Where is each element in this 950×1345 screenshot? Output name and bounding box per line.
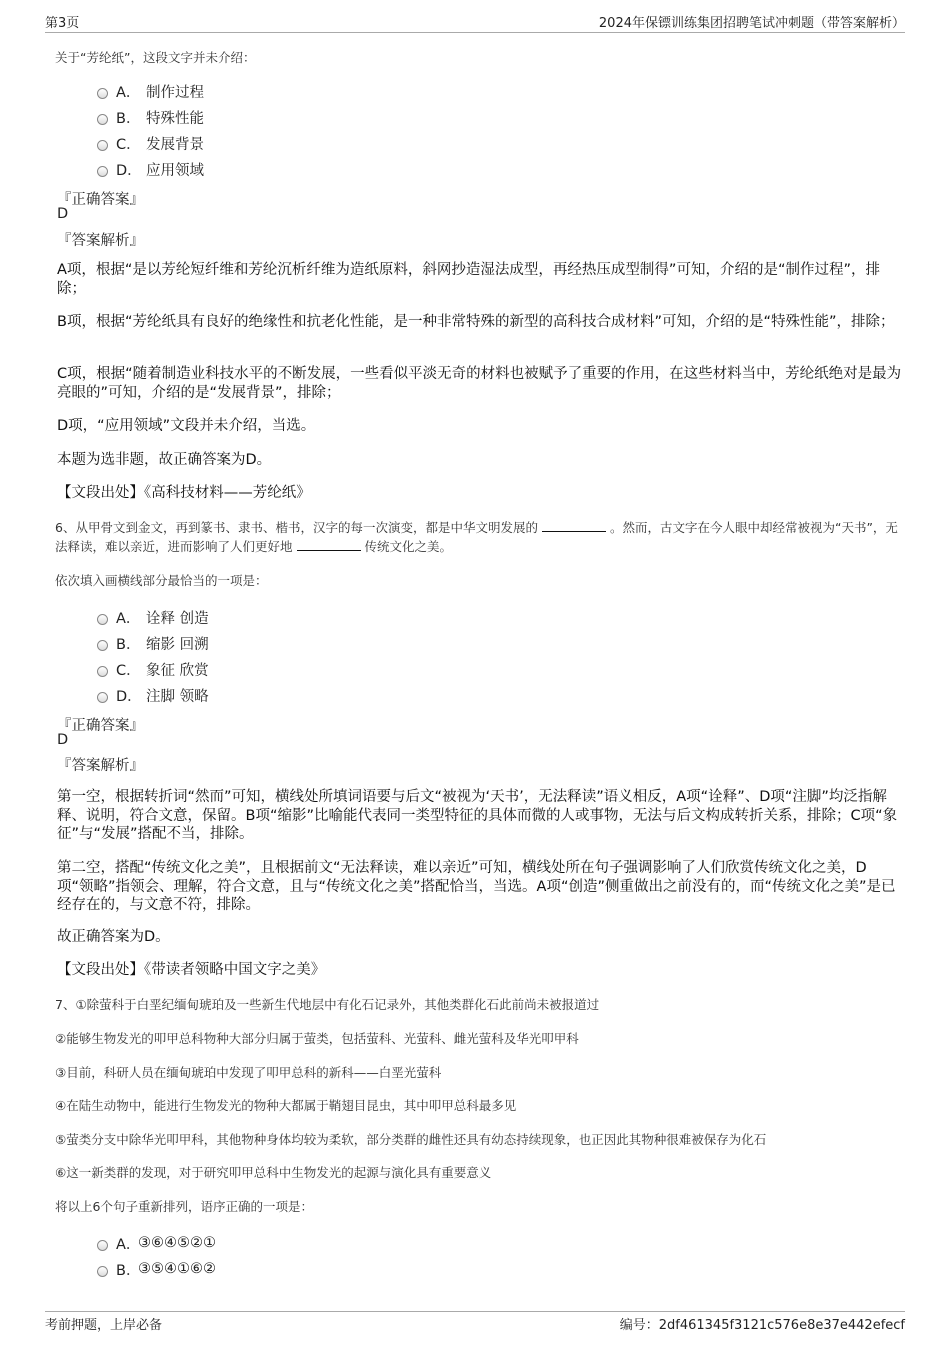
source-citation: 【文段出处】《带读者领略中国文字之美》 [57, 962, 326, 978]
analysis-paragraph: B项，根据“芳纶纸具有良好的绝缘性和抗老化性能，是一种非常特殊的新型的高科技合成材料”可知，介绍的是“特殊性能”，排除； [57, 314, 895, 330]
option-text: ③⑤④①⑥② [138, 1261, 216, 1277]
analysis-paragraph: D项，“应用领域”文段并未介绍，当选。 [57, 418, 316, 434]
option-text: 注脚 领略 [146, 688, 209, 705]
radio-icon[interactable] [97, 1240, 108, 1251]
option-b[interactable] [97, 633, 209, 653]
option-d[interactable] [97, 159, 204, 179]
question-stem [55, 518, 905, 556]
option-letter: B． [116, 1262, 141, 1279]
analysis-label: 『答案解析』 [57, 233, 144, 249]
radio-icon[interactable] [97, 114, 108, 125]
analysis-paragraph: A项，根据“是以芳纶短纤维和芳纶沉析纤维为造纸原料，斜网抄造湿法成型，再经热压成型制得”可知，介绍的是“制作过程”，排除； [57, 262, 880, 297]
sentence: ⑥这一新类群的发现，对于研究叩甲总科中生物发光的起源与演化具有重要意义 [55, 1165, 492, 1180]
radio-icon[interactable] [97, 692, 108, 703]
stem-text: 6、从甲骨文到金文，再到篆书、隶书、楷书，汉字的每一次演变，都是中华文明发展的 [55, 520, 538, 535]
option-a[interactable] [97, 81, 204, 101]
answer-label: 『正确答案』 [57, 718, 144, 734]
radio-icon[interactable] [97, 1266, 108, 1277]
option-text: 应用领域 [146, 162, 204, 179]
analysis-paragraph: 本题为选非题，故正确答案为D。 [57, 452, 272, 468]
analysis-paragraph: 第一空，根据转折词“然而”可知，横线处所填词语要与后文“被视为‘天书’，无法释读”语义相反，A项“诠释”、D项“注脚”均泛指解释、说明，符合文意，保留。B项“缩影”比喻能代表同一类型特征的具体而微的人或事物，无法与后文构成转折关系，排除；C项“象征”与“发展”搭配不当，排除。 [57, 789, 898, 842]
document-id: 编号：2df461345f3121c576e8e37e442efecf [619, 1318, 905, 1333]
option-text: ③⑥④⑤②① [138, 1235, 216, 1251]
sentence: ⑤萤类分支中除华光叩甲科，其他物种身体均较为柔软，部分类群的雌性还具有幼态持续现象，也正因此其物种很难被保存为化石 [55, 1132, 767, 1147]
radio-icon[interactable] [97, 666, 108, 677]
option-letter: C． [116, 136, 141, 153]
source-citation: 【文段出处】《高科技材料——芳纶纸》 [57, 485, 311, 501]
sentence: ④在陆生动物中，能进行生物发光的物种大都属于鞘翅目昆虫，其中叩甲总科最多见 [55, 1098, 517, 1113]
answer-label: 『正确答案』 [57, 192, 144, 208]
question-prompt: 依次填入画横线部分最恰当的一项是： [55, 573, 268, 588]
option-letter: A． [116, 1236, 141, 1253]
answer-value: D [57, 206, 69, 222]
option-letter: B． [116, 110, 141, 127]
option-c[interactable] [97, 133, 204, 153]
option-letter: D． [116, 688, 142, 705]
option-c[interactable] [97, 659, 209, 679]
option-letter: A． [116, 84, 141, 101]
option-a[interactable] [97, 607, 209, 627]
option-letter: A． [116, 610, 141, 627]
option-b[interactable] [97, 1259, 216, 1279]
footer-divider [45, 1311, 905, 1312]
analysis-label: 『答案解析』 [57, 758, 144, 774]
question-stem: 关于“芳纶纸”，这段文字并未介绍： [55, 50, 256, 65]
header-divider [45, 32, 905, 33]
option-text: 发展背景 [146, 136, 204, 153]
radio-icon[interactable] [97, 614, 108, 625]
analysis-paragraph: 第二空，搭配“传统文化之美”，且根据前文“无法释读，难以亲近”可知，横线处所在句子强调影响了人们欣赏传统文化之美，D项“领略”指领会、理解，符合文意，且与“传统文化之美”搭配恰当，当选。A项“创造”侧重做出之前没有的，而“传统文化之美”是已经存在的，与文意不符，排除。 [57, 860, 896, 913]
stem-text: 。然而，古文字在今人眼中却经常被视为“天书”，无法释读，难以亲近，进而影响了人们更好地 [55, 520, 898, 554]
fill-blank [542, 519, 606, 532]
option-letter: B． [116, 636, 141, 653]
option-letter: C． [116, 662, 141, 679]
option-text: 象征 欣赏 [146, 662, 209, 679]
option-b[interactable] [97, 107, 204, 127]
option-text: 制作过程 [146, 84, 204, 101]
radio-icon[interactable] [97, 166, 108, 177]
option-letter: D． [116, 162, 142, 179]
fill-blank [297, 538, 361, 551]
option-d[interactable] [97, 685, 209, 705]
radio-icon[interactable] [97, 640, 108, 651]
option-text: 缩影 回溯 [146, 636, 209, 653]
radio-icon[interactable] [97, 140, 108, 151]
question-prompt: 将以上6个句子重新排列，语序正确的一项是： [55, 1199, 313, 1214]
radio-icon[interactable] [97, 88, 108, 99]
footer-slogan: 考前押题，上岸必备 [45, 1318, 163, 1333]
stem-text: 传统文化之美。 [364, 539, 453, 554]
option-text: 诠释 创造 [146, 610, 209, 627]
sentence: ②能够生物发光的叩甲总科物种大部分归属于萤类，包括萤科、光萤科、雌光萤科及华光叩甲科 [55, 1031, 579, 1046]
analysis-paragraph: 故正确答案为D。 [57, 929, 170, 945]
document-title: 2024年保镖训练集团招聘笔试冲刺题（带答案解析） [598, 16, 905, 31]
option-text: 特殊性能 [146, 110, 204, 127]
sentence: 7、①除萤科于白垩纪缅甸琥珀及一些新生代地层中有化石记录外，其他类群化石此前尚未被报道过 [55, 997, 600, 1012]
sentence: ③目前，科研人员在缅甸琥珀中发现了叩甲总科的新科——白垩光萤科 [55, 1065, 442, 1080]
answer-value: D [57, 732, 69, 748]
page-number: 第3页 [45, 16, 80, 31]
option-a[interactable] [97, 1233, 216, 1253]
analysis-paragraph: C项，根据“随着制造业科技水平的不断发展，一些看似平淡无奇的材料也被赋予了重要的作用，在这些材料当中，芳纶纸绝对是最为亮眼的”可知，介绍的是“发展背景”，排除； [57, 366, 902, 401]
